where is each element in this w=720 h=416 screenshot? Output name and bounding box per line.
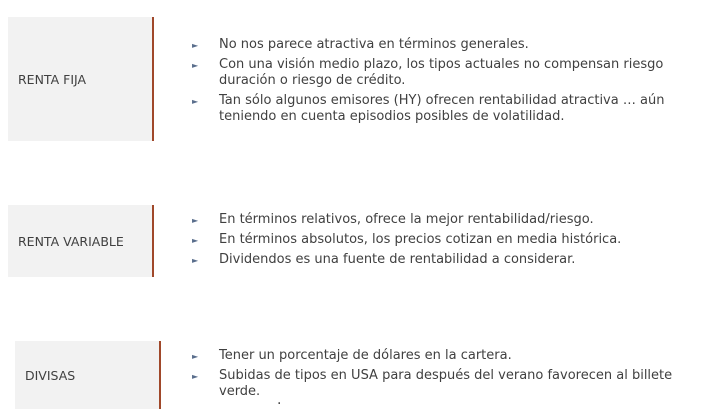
list-item — [192, 37, 712, 53]
bullet-text: Con una visión medio plazo, los tipos actuales no compensan riesgo duración o riesgo de crédito. — [219, 57, 664, 88]
bullet-text: No nos parece atractiva en términos generales. — [219, 37, 529, 52]
bullet-text: Tan sólo algunos emisores (HY) ofrecen rentabilidad atractiva … aún teniendo en cuenta episodios posibles de volatilidad. — [219, 93, 665, 124]
bullet-text: En términos absolutos, los precios cotizan en media histórica. — [219, 232, 622, 247]
list-item — [192, 57, 712, 89]
section-label-divisas — [15, 341, 161, 409]
arrow-bullet-icon: ► — [192, 352, 199, 361]
stray-dot: . — [277, 392, 282, 408]
arrow-bullet-icon: ► — [192, 41, 199, 50]
arrow-bullet-icon: ► — [192, 61, 199, 70]
bullet-text: Subidas de tipos en USA para después del verano favorecen al billete verde. — [219, 368, 673, 399]
list-item — [192, 93, 712, 125]
section-label-renta-variable — [8, 205, 154, 277]
bullet-text: En términos relativos, ofrece la mejor rentabilidad/riesgo. — [219, 212, 594, 227]
arrow-bullet-icon: ► — [192, 372, 199, 381]
list-item — [192, 232, 712, 248]
section-label-text: RENTA VARIABLE — [18, 233, 124, 249]
section-label-renta-fija — [8, 17, 154, 141]
bullet-text: Dividendos es una fuente de rentabilidad a considerar. — [219, 252, 576, 267]
list-item — [192, 252, 712, 268]
arrow-bullet-icon: ► — [192, 236, 199, 245]
arrow-bullet-icon: ► — [192, 97, 199, 106]
list-item — [192, 212, 712, 228]
section-label-text: RENTA FIJA — [18, 71, 87, 87]
bullet-list-divisas — [192, 348, 712, 404]
list-item — [192, 368, 712, 400]
bullet-list-renta-fija — [192, 37, 712, 129]
bullet-list-renta-variable — [192, 212, 712, 272]
list-item — [192, 348, 712, 364]
arrow-bullet-icon: ► — [192, 256, 199, 265]
arrow-bullet-icon: ► — [192, 216, 199, 225]
section-label-text: DIVISAS — [25, 367, 76, 383]
bullet-text: Tener un porcentaje de dólares en la cartera. — [219, 348, 512, 363]
